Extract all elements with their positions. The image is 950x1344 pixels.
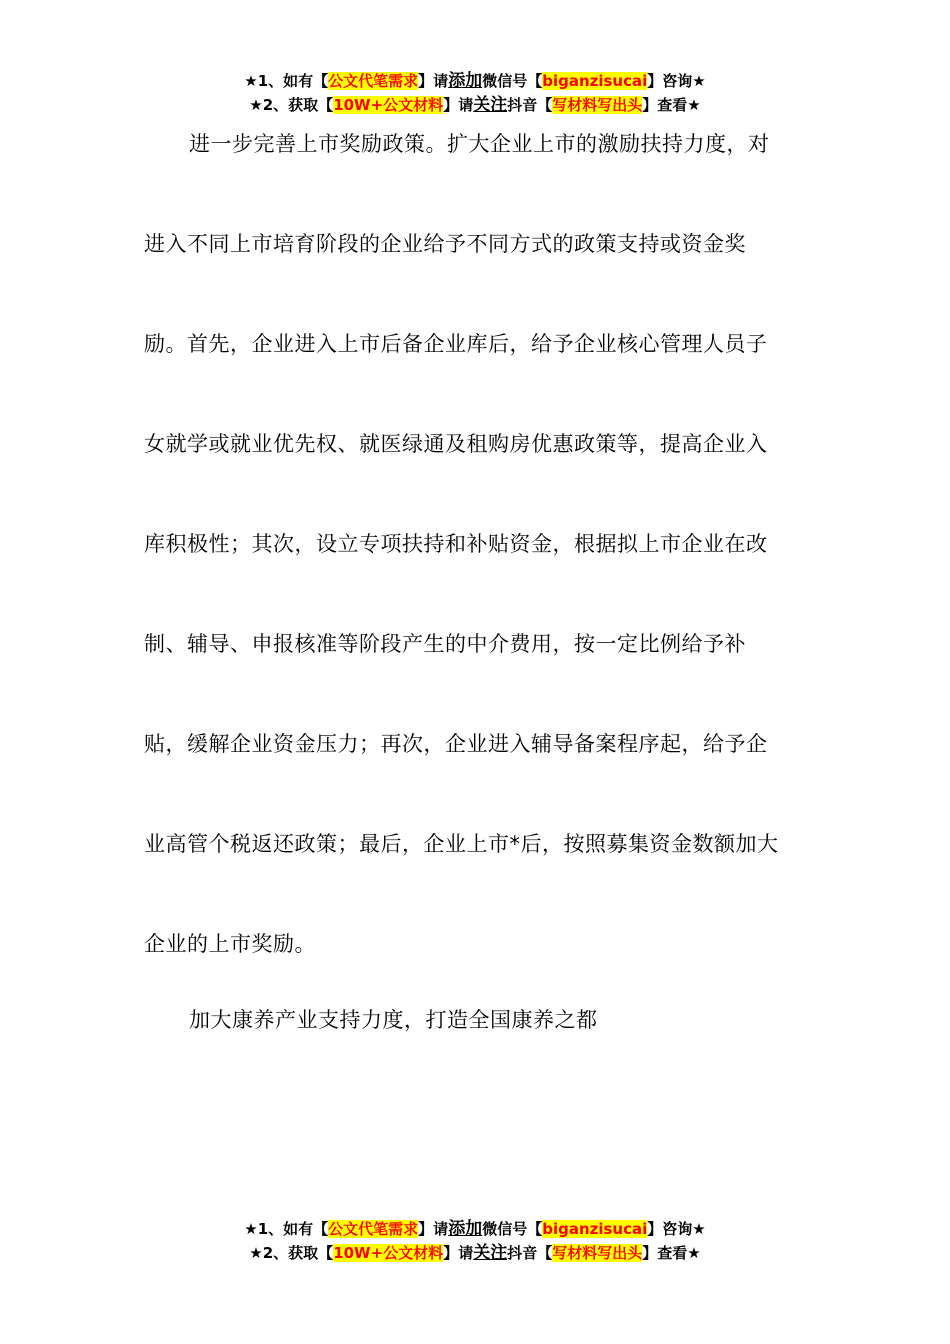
wechat-id[interactable]: biganzisucai — [542, 1220, 648, 1238]
promo-highlight: 10W+公文材料 — [333, 96, 444, 114]
header-promo-line-1 — [0, 70, 950, 92]
paragraph-line: 励。首先，企业进入上市后备企业库后，给予企业核心管理人员子 — [144, 332, 768, 356]
footer-promo-line-1 — [0, 1218, 950, 1240]
section-heading: 加大康养产业支持力度，打造全国康养之都 — [189, 1008, 598, 1032]
promo-highlight: 公文代笔需求 — [328, 72, 419, 90]
promo-text: ★2、获取【 — [249, 1244, 334, 1262]
promo-text: 抖音【 — [507, 96, 553, 114]
paragraph-line: 业高管个税返还政策；最后，企业上市*后，按照募集资金数额加大 — [144, 832, 779, 856]
promo-underlined: 关注 — [473, 1243, 508, 1263]
promo-text: 抖音【 — [507, 1244, 553, 1262]
douyin-account[interactable]: 写材料写出头 — [552, 96, 643, 114]
promo-underlined: 关注 — [473, 95, 508, 115]
promo-text: 】请 — [443, 1244, 474, 1262]
paragraph-line: 企业的上市奖励。 — [144, 932, 316, 956]
promo-text: ★1、如有【 — [244, 1220, 329, 1238]
promo-text: 微信号【 — [482, 72, 543, 90]
paragraph-line: 进入不同上市培育阶段的企业给予不同方式的政策支持或资金奖 — [144, 232, 746, 256]
promo-underlined: 添加 — [448, 71, 483, 91]
paragraph-line: 库积极性；其次，设立专项扶持和补贴资金，根据拟上市企业在改 — [144, 532, 768, 556]
promo-text: 】请 — [418, 1220, 449, 1238]
douyin-account[interactable]: 写材料写出头 — [552, 1244, 643, 1262]
promo-text: 】请 — [418, 72, 449, 90]
promo-underlined: 添加 — [448, 1219, 483, 1239]
promo-text: 】咨询★ — [647, 1220, 706, 1238]
promo-text: ★1、如有【 — [244, 72, 329, 90]
paragraph-line: 制、辅导、申报核准等阶段产生的中介费用，按一定比例给予补 — [144, 632, 746, 656]
promo-text: 】查看★ — [642, 96, 701, 114]
paragraph-line: 进一步完善上市奖励政策。扩大企业上市的激励扶持力度，对 — [189, 132, 770, 156]
promo-text: 】咨询★ — [647, 72, 706, 90]
promo-highlight: 公文代笔需求 — [328, 1220, 419, 1238]
promo-text: ★2、获取【 — [249, 96, 334, 114]
footer-promo-line-2 — [0, 1242, 950, 1264]
promo-text: 】请 — [443, 96, 474, 114]
body-paragraph — [144, 94, 809, 994]
promo-text: 】查看★ — [642, 1244, 701, 1262]
wechat-id[interactable]: biganzisucai — [542, 72, 648, 90]
paragraph-line: 女就学或就业优先权、就医绿通及租购房优惠政策等，提高企业入 — [144, 432, 768, 456]
paragraph-line: 贴，缓解企业资金压力；再次，企业进入辅导备案程序起，给予企 — [144, 732, 768, 756]
promo-highlight: 10W+公文材料 — [333, 1244, 444, 1262]
promo-text: 微信号【 — [482, 1220, 543, 1238]
